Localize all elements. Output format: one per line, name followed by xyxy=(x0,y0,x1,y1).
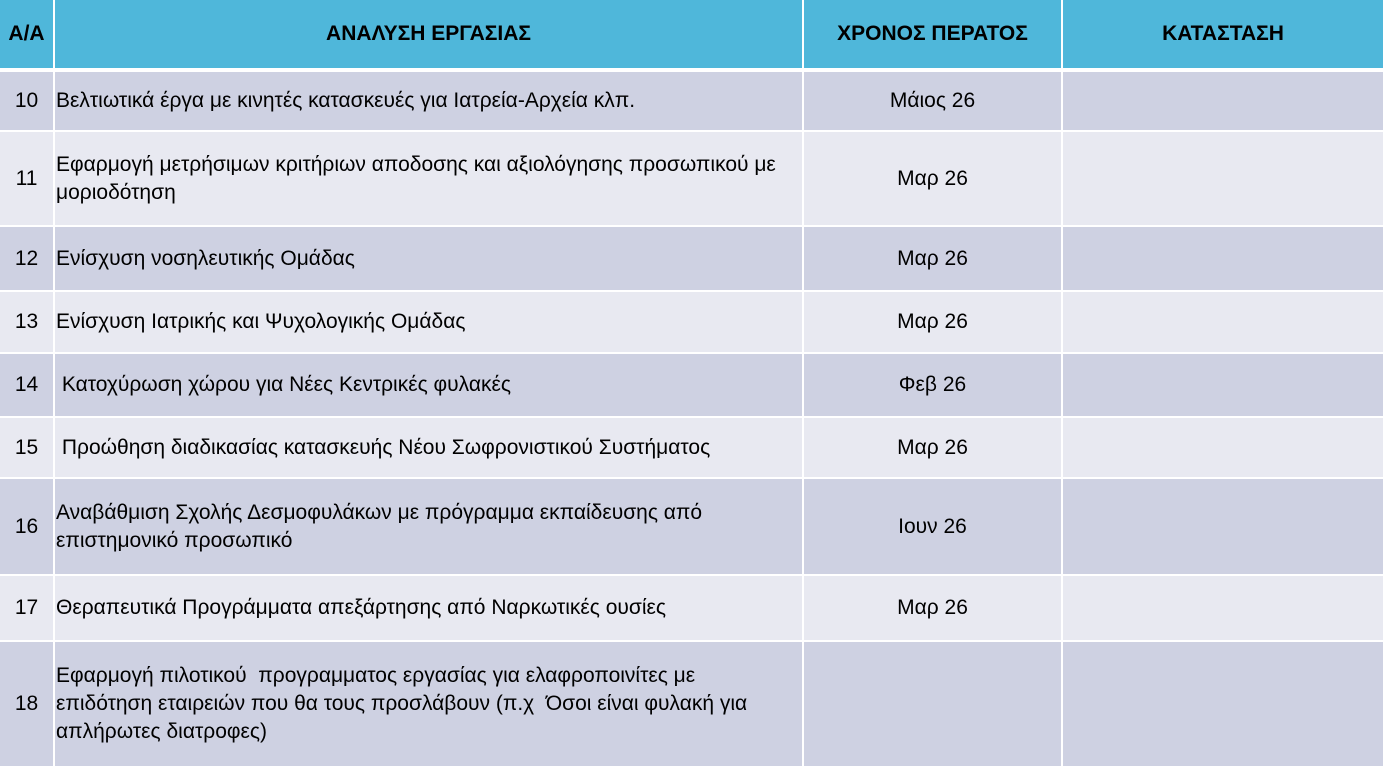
task-deadline: Μαρ 26 xyxy=(803,291,1062,353)
header-deadline: ΧΡΟΝΟΣ ΠΕΡΑΤΟΣ xyxy=(803,0,1062,70)
task-status xyxy=(1062,478,1383,575)
row-number: 10 xyxy=(0,70,54,131)
row-number: 18 xyxy=(0,641,54,767)
table-row xyxy=(0,417,1383,478)
task-description: Ενίσχυση νοσηλευτικής Ομάδας xyxy=(54,226,803,291)
task-description: Αναβάθμιση Σχολής Δεσμοφυλάκων με πρόγραμμα εκπαίδευσης από επιστημονικό προσωπικό xyxy=(54,478,803,575)
task-description: Κατοχύρωση χώρου για Νέες Κεντρικές φυλακές xyxy=(54,353,803,417)
table-row xyxy=(0,641,1383,767)
task-deadline: Μαρ 26 xyxy=(803,417,1062,478)
task-status xyxy=(1062,291,1383,353)
table-row xyxy=(0,291,1383,353)
task-deadline xyxy=(803,641,1062,767)
task-description: Προώθηση διαδικασίας κατασκευής Νέου Σωφρονιστικού Συστήματος xyxy=(54,417,803,478)
task-status xyxy=(1062,417,1383,478)
task-description: Εφαρμογή μετρήσιμων κριτήριων αποδοσης και αξιολόγησης προσωπικού με μοριοδότηση xyxy=(54,131,803,226)
row-number: 16 xyxy=(0,478,54,575)
table-row xyxy=(0,131,1383,226)
row-number: 12 xyxy=(0,226,54,291)
row-number: 15 xyxy=(0,417,54,478)
task-status xyxy=(1062,226,1383,291)
table-row xyxy=(0,575,1383,641)
task-description: Εφαρμογή πιλοτικού προγραμματος εργασίας για ελαφροποινίτες με επιδότηση εταιρειών που θα τους προσλάβουν (π.χ Όσοι είναι φυλακή για απλήρωτες διατροφες) xyxy=(54,641,803,767)
row-number: 13 xyxy=(0,291,54,353)
task-deadline: Μάιος 26 xyxy=(803,70,1062,131)
task-deadline: Μαρ 26 xyxy=(803,226,1062,291)
task-status xyxy=(1062,641,1383,767)
row-number: 17 xyxy=(0,575,54,641)
task-deadline: Μαρ 26 xyxy=(803,575,1062,641)
row-number: 11 xyxy=(0,131,54,226)
table-row xyxy=(0,70,1383,131)
row-number: 14 xyxy=(0,353,54,417)
task-deadline: Φεβ 26 xyxy=(803,353,1062,417)
task-status xyxy=(1062,353,1383,417)
task-status xyxy=(1062,575,1383,641)
header-task-analysis: ΑΝΑΛΥΣΗ ΕΡΓΑΣΙΑΣ xyxy=(54,0,803,70)
task-description: Θεραπευτικά Προγράμματα απεξάρτησης από Ναρκωτικές ουσίες xyxy=(54,575,803,641)
task-deadline: Μαρ 26 xyxy=(803,131,1062,226)
task-description: Βελτιωτικά έργα με κινητές κατασκευές για Ιατρεία-Αρχεία κλπ. xyxy=(54,70,803,131)
table-row xyxy=(0,226,1383,291)
task-description: Ενίσχυση Ιατρικής και Ψυχολογικής Ομάδας xyxy=(54,291,803,353)
header-status: ΚΑΤΑΣΤΑΣΗ xyxy=(1062,0,1383,70)
table-header-row xyxy=(0,0,1383,70)
task-status xyxy=(1062,70,1383,131)
task-status xyxy=(1062,131,1383,226)
table-row xyxy=(0,478,1383,575)
table-row xyxy=(0,353,1383,417)
task-deadline: Ιουν 26 xyxy=(803,478,1062,575)
header-aa: Α/Α xyxy=(0,0,54,70)
